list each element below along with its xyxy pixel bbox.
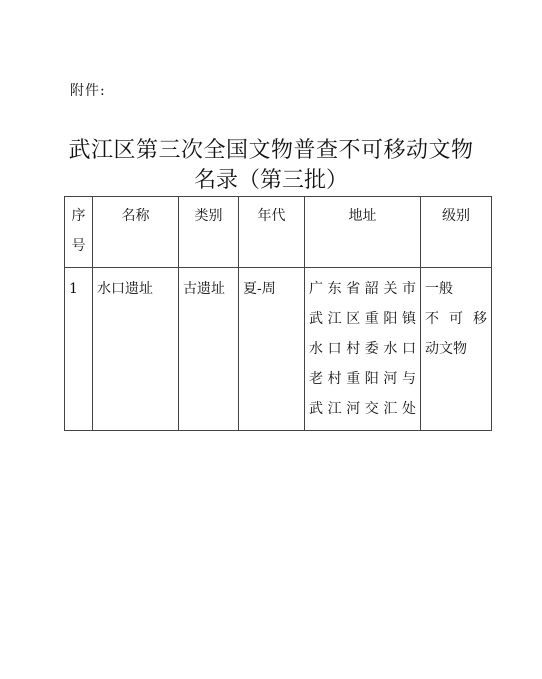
cell-address xyxy=(305,268,421,431)
header-seq-line-1: 序 xyxy=(71,208,86,224)
cell-category: 古遗址 xyxy=(179,268,239,431)
header-era: 年代 xyxy=(239,197,305,268)
heritage-register-table xyxy=(64,196,492,431)
address-line: 水口村委水口 xyxy=(309,341,416,357)
header-seq-line-2: 号 xyxy=(71,238,86,254)
cell-seq: 1 xyxy=(65,268,93,431)
cell-level xyxy=(421,268,492,431)
attachment-label: 附件: xyxy=(70,83,106,99)
header-seq xyxy=(65,197,93,268)
level-line: 一般 xyxy=(425,281,453,297)
table-row xyxy=(65,268,492,431)
header-name: 名称 xyxy=(93,197,179,268)
header-category: 类别 xyxy=(179,197,239,268)
level-line: 不可移 xyxy=(425,311,487,327)
cell-name: 水口遗址 xyxy=(93,268,179,431)
address-line: 武江河交汇处 xyxy=(309,401,416,417)
address-line: 广东省韶关市 xyxy=(309,281,416,297)
document-title-line-1: 武江区第三次全国文物普查不可移动文物 xyxy=(68,138,474,163)
header-address: 地址 xyxy=(305,197,421,268)
document-title-line-2: 名录（第三批） xyxy=(193,168,348,193)
address-line: 武江区重阳镇 xyxy=(309,311,416,327)
address-line: 老村重阳河与 xyxy=(309,371,416,387)
level-line: 动文物 xyxy=(425,341,467,357)
table-header-row xyxy=(65,197,492,268)
header-level: 级别 xyxy=(421,197,492,268)
cell-era: 夏-周 xyxy=(239,268,305,431)
